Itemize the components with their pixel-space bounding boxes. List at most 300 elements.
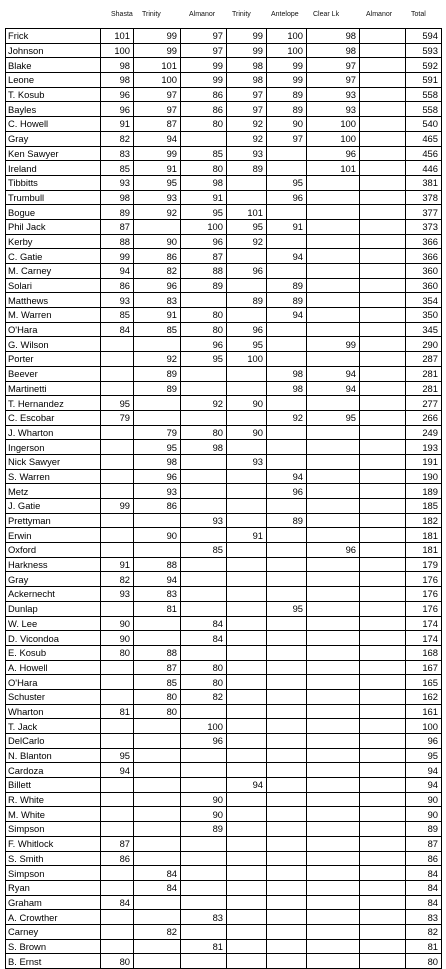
shooter-name-cell: Wharton xyxy=(6,704,101,719)
event-score-cell: 84 xyxy=(101,322,134,337)
event-score-cell: 100 xyxy=(101,43,134,58)
event-score-cell xyxy=(101,366,134,381)
event-score-cell xyxy=(360,836,406,851)
event-score-cell: 101 xyxy=(134,58,181,73)
event-score-cell xyxy=(267,660,307,675)
event-score-cell: 81 xyxy=(134,601,181,616)
shooter-name-cell: S. Smith xyxy=(6,851,101,866)
event-score-cell: 89 xyxy=(267,278,307,293)
event-score-cell: 91 xyxy=(101,117,134,132)
event-score-cell xyxy=(181,484,227,499)
event-score-cell xyxy=(360,895,406,910)
event-score-cell xyxy=(307,719,360,734)
event-score-cell xyxy=(181,454,227,469)
event-score-cell: 88 xyxy=(181,264,227,279)
table-row xyxy=(6,102,442,117)
event-score-cell: 85 xyxy=(134,675,181,690)
event-score-cell xyxy=(227,616,267,631)
total-score-cell: 366 xyxy=(406,234,442,249)
event-score-cell xyxy=(307,910,360,925)
event-score-cell: 96 xyxy=(101,87,134,102)
shooter-name-cell: Ken Sawyer xyxy=(6,146,101,161)
event-score-cell: 99 xyxy=(307,337,360,352)
total-score-cell: 193 xyxy=(406,440,442,455)
event-score-cell xyxy=(360,234,406,249)
event-score-cell: 81 xyxy=(101,704,134,719)
event-score-cell xyxy=(267,425,307,440)
table-row xyxy=(6,484,442,499)
event-score-cell: 80 xyxy=(101,645,134,660)
event-score-cell xyxy=(360,219,406,234)
event-score-cell xyxy=(307,895,360,910)
event-score-cell xyxy=(307,851,360,866)
event-score-cell: 89 xyxy=(267,87,307,102)
event-score-cell xyxy=(360,645,406,660)
shooter-name-cell: Simpson xyxy=(6,866,101,881)
column-header-total: Total xyxy=(411,11,426,18)
event-score-cell: 90 xyxy=(181,807,227,822)
event-score-cell: 94 xyxy=(307,381,360,396)
event-score-cell xyxy=(227,484,267,499)
event-score-cell xyxy=(267,205,307,220)
shooter-name-cell: Frick xyxy=(6,29,101,44)
event-score-cell: 80 xyxy=(134,689,181,704)
shooter-name-cell: Simpson xyxy=(6,822,101,837)
event-score-cell xyxy=(181,528,227,543)
event-score-cell xyxy=(307,249,360,264)
event-score-cell xyxy=(307,954,360,969)
event-score-cell xyxy=(227,866,267,881)
event-score-cell xyxy=(134,822,181,837)
event-score-cell: 80 xyxy=(134,704,181,719)
event-score-cell: 92 xyxy=(267,410,307,425)
event-score-cell: 93 xyxy=(101,175,134,190)
table-row xyxy=(6,792,442,807)
shooter-name-cell: Cardoza xyxy=(6,763,101,778)
event-score-cell: 89 xyxy=(181,278,227,293)
event-score-cell xyxy=(307,675,360,690)
event-score-cell xyxy=(360,543,406,558)
event-score-cell xyxy=(307,616,360,631)
event-score-cell xyxy=(227,836,267,851)
event-score-cell xyxy=(307,939,360,954)
total-score-cell: 381 xyxy=(406,175,442,190)
event-score-cell: 99 xyxy=(134,29,181,44)
table-row xyxy=(6,587,442,602)
event-score-cell xyxy=(360,778,406,793)
event-score-cell: 96 xyxy=(307,543,360,558)
event-score-cell: 95 xyxy=(307,410,360,425)
event-score-cell: 90 xyxy=(181,792,227,807)
event-score-cell xyxy=(360,249,406,264)
event-score-cell xyxy=(101,425,134,440)
event-score-cell xyxy=(227,499,267,514)
event-score-cell xyxy=(101,689,134,704)
column-header-antelope: Antelope xyxy=(271,11,299,18)
event-score-cell xyxy=(227,601,267,616)
event-score-cell xyxy=(227,410,267,425)
total-score-cell: 281 xyxy=(406,381,442,396)
event-score-cell: 79 xyxy=(101,410,134,425)
shooter-name-cell: Oxford xyxy=(6,543,101,558)
event-score-cell xyxy=(227,939,267,954)
event-score-cell: 92 xyxy=(134,352,181,367)
total-score-cell: 281 xyxy=(406,366,442,381)
shooter-name-cell: O'Hara xyxy=(6,322,101,337)
event-score-cell: 90 xyxy=(267,117,307,132)
event-score-cell: 95 xyxy=(267,601,307,616)
event-score-cell: 83 xyxy=(134,587,181,602)
event-score-cell xyxy=(267,543,307,558)
event-score-cell xyxy=(267,851,307,866)
event-score-cell: 84 xyxy=(101,895,134,910)
event-score-cell: 84 xyxy=(134,880,181,895)
event-score-cell: 84 xyxy=(134,866,181,881)
event-score-cell xyxy=(307,572,360,587)
event-score-cell: 91 xyxy=(134,161,181,176)
event-score-cell: 95 xyxy=(181,205,227,220)
event-score-cell xyxy=(181,851,227,866)
event-score-cell: 86 xyxy=(101,278,134,293)
event-score-cell xyxy=(267,689,307,704)
shooter-name-cell: M. Carney xyxy=(6,264,101,279)
table-row xyxy=(6,117,442,132)
event-score-cell xyxy=(181,866,227,881)
event-score-cell xyxy=(267,704,307,719)
event-score-cell xyxy=(360,866,406,881)
event-score-cell xyxy=(227,440,267,455)
event-score-cell xyxy=(227,190,267,205)
shooter-name-cell: Graham xyxy=(6,895,101,910)
event-score-cell xyxy=(360,469,406,484)
event-score-cell xyxy=(101,440,134,455)
total-score-cell: 360 xyxy=(406,278,442,293)
event-score-cell: 93 xyxy=(134,190,181,205)
total-score-cell: 174 xyxy=(406,616,442,631)
event-score-cell: 82 xyxy=(134,924,181,939)
event-score-cell xyxy=(134,396,181,411)
shooter-name-cell: Bayles xyxy=(6,102,101,117)
event-score-cell: 92 xyxy=(181,396,227,411)
event-score-cell xyxy=(360,734,406,749)
event-score-cell xyxy=(307,660,360,675)
event-score-cell xyxy=(181,836,227,851)
event-score-cell: 98 xyxy=(181,175,227,190)
event-score-cell xyxy=(267,322,307,337)
total-score-cell: 181 xyxy=(406,543,442,558)
event-score-cell: 90 xyxy=(134,528,181,543)
table-row xyxy=(6,924,442,939)
event-score-cell: 93 xyxy=(134,484,181,499)
event-score-cell: 89 xyxy=(181,822,227,837)
total-score-cell: 100 xyxy=(406,719,442,734)
event-score-cell xyxy=(360,425,406,440)
table-row xyxy=(6,675,442,690)
event-score-cell xyxy=(267,587,307,602)
event-score-cell xyxy=(101,910,134,925)
event-score-cell: 82 xyxy=(101,131,134,146)
event-score-cell xyxy=(360,410,406,425)
event-score-cell xyxy=(307,440,360,455)
event-score-cell xyxy=(360,763,406,778)
event-score-cell xyxy=(360,587,406,602)
total-score-cell: 366 xyxy=(406,249,442,264)
event-score-cell: 96 xyxy=(307,146,360,161)
event-score-cell xyxy=(360,924,406,939)
total-score-cell: 82 xyxy=(406,924,442,939)
shooter-name-cell: Ryan xyxy=(6,880,101,895)
event-score-cell xyxy=(227,822,267,837)
event-score-cell: 97 xyxy=(134,87,181,102)
event-score-cell: 89 xyxy=(134,381,181,396)
event-score-cell xyxy=(134,910,181,925)
event-score-cell xyxy=(101,675,134,690)
event-score-cell xyxy=(307,734,360,749)
total-score-cell: 90 xyxy=(406,792,442,807)
column-header-trinity-2: Trinity xyxy=(232,11,251,18)
total-score-cell: 176 xyxy=(406,587,442,602)
event-score-cell: 88 xyxy=(134,645,181,660)
event-score-cell xyxy=(101,880,134,895)
event-score-cell: 98 xyxy=(307,29,360,44)
event-score-cell: 93 xyxy=(101,587,134,602)
event-score-cell xyxy=(360,205,406,220)
total-score-cell: 179 xyxy=(406,557,442,572)
event-score-cell xyxy=(360,704,406,719)
total-score-cell: 89 xyxy=(406,822,442,837)
column-header-clear-lk: Clear Lk xyxy=(313,11,340,18)
event-score-cell xyxy=(267,924,307,939)
event-score-cell xyxy=(360,689,406,704)
shooter-name-cell: Billett xyxy=(6,778,101,793)
event-score-cell: 96 xyxy=(134,469,181,484)
event-score-cell: 101 xyxy=(307,161,360,176)
event-score-cell xyxy=(307,396,360,411)
event-score-cell xyxy=(134,410,181,425)
event-score-cell xyxy=(307,763,360,778)
event-score-cell: 92 xyxy=(227,234,267,249)
shooter-name-cell: Carney xyxy=(6,924,101,939)
table-row xyxy=(6,190,442,205)
event-score-cell: 86 xyxy=(181,102,227,117)
event-score-cell: 90 xyxy=(227,425,267,440)
event-score-cell: 98 xyxy=(181,440,227,455)
event-score-cell xyxy=(134,939,181,954)
total-score-cell: 373 xyxy=(406,219,442,234)
event-score-cell xyxy=(134,734,181,749)
event-score-cell: 93 xyxy=(181,513,227,528)
shooter-name-cell: M. Warren xyxy=(6,308,101,323)
event-score-cell xyxy=(307,278,360,293)
table-row xyxy=(6,161,442,176)
event-score-cell: 91 xyxy=(181,190,227,205)
event-score-cell: 100 xyxy=(181,219,227,234)
table-row xyxy=(6,778,442,793)
total-score-cell: 249 xyxy=(406,425,442,440)
total-score-cell: 378 xyxy=(406,190,442,205)
event-score-cell: 99 xyxy=(181,73,227,88)
event-score-cell xyxy=(101,719,134,734)
event-score-cell xyxy=(307,293,360,308)
table-row xyxy=(6,234,442,249)
table-row xyxy=(6,543,442,558)
table-row xyxy=(6,601,442,616)
event-score-cell: 89 xyxy=(227,293,267,308)
table-row xyxy=(6,910,442,925)
event-score-cell xyxy=(307,234,360,249)
event-score-cell: 95 xyxy=(227,337,267,352)
event-score-cell xyxy=(227,689,267,704)
event-score-cell: 85 xyxy=(181,146,227,161)
table-row xyxy=(6,763,442,778)
event-score-cell: 87 xyxy=(101,836,134,851)
event-score-cell: 91 xyxy=(227,528,267,543)
shooter-name-cell: E. Kosub xyxy=(6,645,101,660)
event-score-cell xyxy=(181,880,227,895)
shooter-name-cell: A. Howell xyxy=(6,660,101,675)
total-score-cell: 287 xyxy=(406,352,442,367)
total-score-cell: 90 xyxy=(406,807,442,822)
event-score-cell: 95 xyxy=(267,175,307,190)
event-score-cell xyxy=(227,660,267,675)
table-row xyxy=(6,205,442,220)
table-row xyxy=(6,58,442,73)
event-score-cell xyxy=(181,131,227,146)
event-score-cell xyxy=(360,572,406,587)
event-score-cell: 98 xyxy=(267,366,307,381)
event-score-cell: 100 xyxy=(307,131,360,146)
event-score-cell xyxy=(101,822,134,837)
event-score-cell xyxy=(360,792,406,807)
total-score-cell: 161 xyxy=(406,704,442,719)
event-score-cell xyxy=(227,910,267,925)
event-score-cell xyxy=(134,778,181,793)
shooter-name-cell: Blake xyxy=(6,58,101,73)
shooter-name-cell: Kerby xyxy=(6,234,101,249)
event-score-cell xyxy=(360,175,406,190)
event-score-cell xyxy=(227,954,267,969)
event-score-cell xyxy=(360,43,406,58)
shooter-name-cell: DelCarlo xyxy=(6,734,101,749)
table-row xyxy=(6,557,442,572)
event-score-cell xyxy=(227,278,267,293)
event-score-cell xyxy=(307,748,360,763)
total-score-cell: 165 xyxy=(406,675,442,690)
event-score-cell xyxy=(134,719,181,734)
table-row xyxy=(6,264,442,279)
table-row xyxy=(6,381,442,396)
event-score-cell: 80 xyxy=(181,660,227,675)
event-score-cell xyxy=(360,880,406,895)
event-score-cell xyxy=(267,557,307,572)
event-score-cell xyxy=(134,513,181,528)
event-score-cell xyxy=(307,704,360,719)
total-score-cell: 86 xyxy=(406,851,442,866)
event-score-cell: 99 xyxy=(227,29,267,44)
event-score-cell xyxy=(307,822,360,837)
event-score-cell xyxy=(227,308,267,323)
event-score-cell xyxy=(307,792,360,807)
event-score-cell xyxy=(267,631,307,646)
event-score-cell xyxy=(267,161,307,176)
total-score-cell: 377 xyxy=(406,205,442,220)
shooter-name-cell: T. Hernandez xyxy=(6,396,101,411)
event-score-cell xyxy=(181,895,227,910)
event-score-cell xyxy=(307,631,360,646)
shooter-name-cell: Martinetti xyxy=(6,381,101,396)
event-score-cell: 87 xyxy=(101,219,134,234)
event-score-cell: 93 xyxy=(101,293,134,308)
event-score-cell: 91 xyxy=(134,308,181,323)
event-score-cell xyxy=(267,264,307,279)
event-score-cell xyxy=(101,543,134,558)
event-score-cell xyxy=(307,454,360,469)
event-score-cell xyxy=(360,660,406,675)
event-score-cell: 89 xyxy=(134,366,181,381)
event-score-cell xyxy=(181,499,227,514)
event-score-cell xyxy=(360,381,406,396)
event-score-cell xyxy=(267,337,307,352)
event-score-cell xyxy=(307,645,360,660)
event-score-cell: 96 xyxy=(181,337,227,352)
event-score-cell: 98 xyxy=(307,43,360,58)
total-score-cell: 345 xyxy=(406,322,442,337)
total-score-cell: 456 xyxy=(406,146,442,161)
event-score-cell: 98 xyxy=(134,454,181,469)
event-score-cell xyxy=(101,734,134,749)
event-score-cell xyxy=(307,322,360,337)
event-score-cell xyxy=(307,205,360,220)
event-score-cell xyxy=(267,454,307,469)
total-score-cell: 354 xyxy=(406,293,442,308)
event-score-cell xyxy=(267,939,307,954)
event-score-cell xyxy=(360,616,406,631)
event-score-cell xyxy=(134,219,181,234)
event-score-cell xyxy=(227,704,267,719)
event-score-cell: 95 xyxy=(227,219,267,234)
shooter-name-cell: S. Warren xyxy=(6,469,101,484)
event-score-cell xyxy=(101,381,134,396)
event-score-cell xyxy=(307,499,360,514)
shooter-name-cell: Ackernecht xyxy=(6,587,101,602)
shooter-name-cell: Erwin xyxy=(6,528,101,543)
table-row xyxy=(6,308,442,323)
event-score-cell: 84 xyxy=(181,616,227,631)
shooter-name-cell: J. Wharton xyxy=(6,425,101,440)
table-row xyxy=(6,396,442,411)
event-score-cell: 94 xyxy=(307,366,360,381)
total-score-cell: 94 xyxy=(406,778,442,793)
event-score-cell xyxy=(181,954,227,969)
event-score-cell: 86 xyxy=(134,249,181,264)
event-score-cell xyxy=(267,807,307,822)
event-score-cell xyxy=(181,763,227,778)
table-row xyxy=(6,689,442,704)
total-score-cell: 176 xyxy=(406,572,442,587)
event-score-cell xyxy=(360,440,406,455)
event-score-cell xyxy=(101,601,134,616)
table-row xyxy=(6,366,442,381)
shooter-name-cell: C. Gatie xyxy=(6,249,101,264)
event-score-cell xyxy=(360,102,406,117)
event-score-cell xyxy=(101,337,134,352)
event-score-cell xyxy=(181,601,227,616)
total-score-cell: 277 xyxy=(406,396,442,411)
shooter-name-cell: D. Vicondoa xyxy=(6,631,101,646)
event-score-cell: 96 xyxy=(181,234,227,249)
event-score-cell xyxy=(181,366,227,381)
event-score-cell xyxy=(307,880,360,895)
